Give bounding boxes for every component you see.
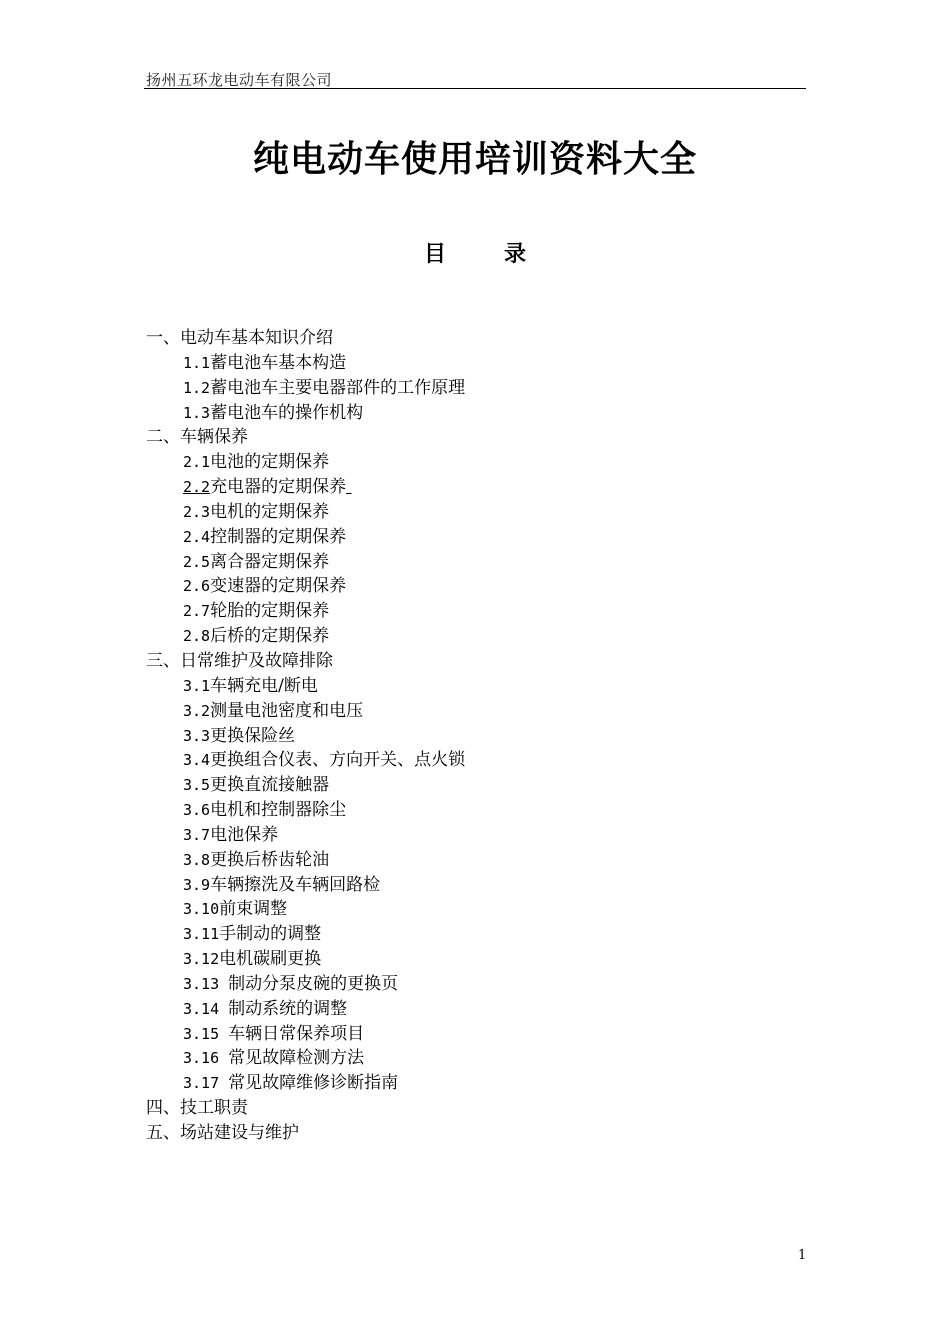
toc-entry-title: 车辆擦洗及车辆回路检 xyxy=(210,874,381,895)
toc-entry-number: 四、 xyxy=(146,1098,180,1119)
header-company-name: 扬州五环龙电动车有限公司 xyxy=(146,71,333,89)
toc-entry-title: 蓄电池车基本构造 xyxy=(210,352,347,373)
header-divider xyxy=(144,88,806,89)
toc-entry-title: 技工职责 xyxy=(180,1098,248,1119)
toc-entry-title: 蓄电池车主要电器部件的工作原理 xyxy=(210,377,466,398)
toc-entry-title: 场站建设与维护 xyxy=(180,1123,299,1143)
toc-subsection-entry[interactable] xyxy=(146,798,465,823)
toc-subsection-entry[interactable] xyxy=(146,475,465,500)
toc-entry-title: 更换保险丝 xyxy=(210,725,296,746)
toc-entry-title: 后桥的定期保养 xyxy=(210,626,330,647)
toc-entry-number: 1.1 xyxy=(183,353,211,372)
toc-entry-number: 3.4 xyxy=(183,751,211,770)
toc-subsection-entry[interactable] xyxy=(146,624,465,649)
toc-subsection-entry[interactable] xyxy=(146,525,465,550)
toc-entry-number: 3.3 xyxy=(183,726,211,745)
toc-entry-number: 2.1 xyxy=(183,453,211,472)
toc-section-entry[interactable] xyxy=(146,1096,465,1121)
toc-entry-number: 2.7 xyxy=(183,602,211,621)
toc-entry-number: 3.1 xyxy=(183,676,211,695)
toc-subsection-entry[interactable] xyxy=(146,1046,465,1071)
toc-entry-number: 2.2 xyxy=(183,478,211,497)
toc-entry-title: 更换后桥齿轮油 xyxy=(210,849,330,870)
toc-entry-title: 离合器定期保养 xyxy=(210,551,330,572)
toc-entry-title: 更换组合仪表、方向开关、点火锁 xyxy=(210,750,466,771)
toc-subsection-entry[interactable] xyxy=(146,823,465,848)
toc-entry-number: 3.7 xyxy=(183,825,211,844)
toc-subsection-entry[interactable] xyxy=(146,848,465,873)
toc-subsection-entry[interactable] xyxy=(146,922,465,947)
toc-entry-number: 3.5 xyxy=(183,776,211,795)
toc-entry-number: 3.12 xyxy=(183,950,220,969)
toc-entry-number: 1.2 xyxy=(183,378,211,397)
toc-entry-number: 3.10 xyxy=(183,900,220,919)
toc-subsection-entry[interactable] xyxy=(146,500,465,525)
toc-entry-number: 2.6 xyxy=(183,577,211,596)
toc-entry-title: 手制动的调整 xyxy=(219,924,322,945)
toc-entry-number: 1.3 xyxy=(183,403,211,422)
toc-subsection-entry[interactable] xyxy=(146,897,465,922)
toc-entry-title: 充电器的定期保养 xyxy=(210,477,347,498)
toc-entry-title: 制动分泵皮碗的更换页 xyxy=(228,973,399,994)
toc-entry-number: 3.2 xyxy=(183,701,211,720)
toc-subsection-entry[interactable] xyxy=(146,873,465,898)
toc-subsection-entry[interactable] xyxy=(146,699,465,724)
toc-entry-title: 制动系统的调整 xyxy=(228,998,348,1019)
toc-entry-title: 前束调整 xyxy=(219,899,288,920)
toc-subsection-entry[interactable] xyxy=(146,972,465,997)
toc-entry-number: 3.17 xyxy=(183,1074,229,1093)
toc-entry-title: 车辆日常保养项目 xyxy=(228,1023,365,1044)
toc-entry-title: 电机和控制器除尘 xyxy=(210,800,347,821)
toc-entry-number: 3.6 xyxy=(183,801,211,820)
toc-entry-title: 轮胎的定期保养 xyxy=(210,601,330,622)
toc-entry-title: 电机的定期保养 xyxy=(210,501,330,522)
toc-entry-number: 3.11 xyxy=(183,925,220,944)
toc-subsection-entry[interactable] xyxy=(146,748,465,773)
toc-heading: 目录 xyxy=(423,242,584,267)
toc-entry-number: 3.8 xyxy=(183,850,211,869)
toc-subsection-entry[interactable] xyxy=(146,1071,465,1096)
toc-entry-number: 2.4 xyxy=(183,527,211,546)
toc-subsection-entry[interactable] xyxy=(146,947,465,972)
toc-entry-number: 一、 xyxy=(146,328,180,348)
toc-section-entry[interactable] xyxy=(146,326,465,351)
toc-entry-title: 电池保养 xyxy=(210,824,279,845)
toc-entry-title: 车辆保养 xyxy=(180,427,248,448)
toc-entry-number: 五、 xyxy=(146,1123,180,1143)
toc-entry-number: 3.15 xyxy=(183,1024,229,1043)
toc-entry-title: 蓄电池车的操作机构 xyxy=(210,402,364,423)
toc-subsection-entry[interactable] xyxy=(146,574,465,599)
toc-entry-number: 3.16 xyxy=(183,1049,229,1068)
toc-subsection-entry[interactable] xyxy=(146,450,465,475)
toc-entry-title: 日常维护及故障排除 xyxy=(180,650,333,671)
table-of-contents xyxy=(146,326,465,1146)
toc-entry-number: 二、 xyxy=(146,427,180,448)
page-number: 1 xyxy=(798,1248,807,1263)
toc-entry-title: 更换直流接触器 xyxy=(210,775,330,796)
toc-entry-number: 三、 xyxy=(146,650,180,671)
toc-entry-title: 电动车基本知识介绍 xyxy=(180,328,333,348)
toc-entry-title: 测量电池密度和电压 xyxy=(210,700,364,721)
toc-entry-underline-mark xyxy=(346,475,354,500)
toc-subsection-entry[interactable] xyxy=(146,599,465,624)
toc-entry-title: 控制器的定期保养 xyxy=(210,526,347,547)
toc-entry-title: 车辆充电/断电 xyxy=(210,675,318,696)
toc-entry-number: 3.9 xyxy=(183,875,211,894)
toc-section-entry[interactable] xyxy=(146,1121,465,1146)
toc-entry-number: 3.14 xyxy=(183,999,229,1018)
toc-entry-title: 常见故障检测方法 xyxy=(228,1048,365,1069)
toc-subsection-entry[interactable] xyxy=(146,401,465,426)
toc-entry-title: 电机碳刷更换 xyxy=(219,949,322,970)
toc-subsection-entry[interactable] xyxy=(146,1022,465,1047)
toc-subsection-entry[interactable] xyxy=(146,376,465,401)
toc-entry-number: 2.3 xyxy=(183,502,211,521)
toc-subsection-entry[interactable] xyxy=(146,674,465,699)
toc-subsection-entry[interactable] xyxy=(146,351,465,376)
toc-entry-number: 2.5 xyxy=(183,552,211,571)
toc-entry-title: 变速器的定期保养 xyxy=(210,576,347,597)
toc-section-entry[interactable] xyxy=(146,649,465,674)
toc-subsection-entry[interactable] xyxy=(146,550,465,575)
toc-entry-title: 常见故障维修诊断指南 xyxy=(228,1073,399,1094)
document-title: 纯电动车使用培训资料大全 xyxy=(252,139,697,180)
toc-section-entry[interactable] xyxy=(146,425,465,450)
toc-subsection-entry[interactable] xyxy=(146,997,465,1022)
toc-entry-number: 2.8 xyxy=(183,627,211,646)
toc-subsection-entry[interactable] xyxy=(146,773,465,798)
toc-subsection-entry[interactable] xyxy=(146,724,465,749)
toc-entry-title: 电池的定期保养 xyxy=(210,452,330,473)
toc-entry-number: 3.13 xyxy=(183,974,229,993)
